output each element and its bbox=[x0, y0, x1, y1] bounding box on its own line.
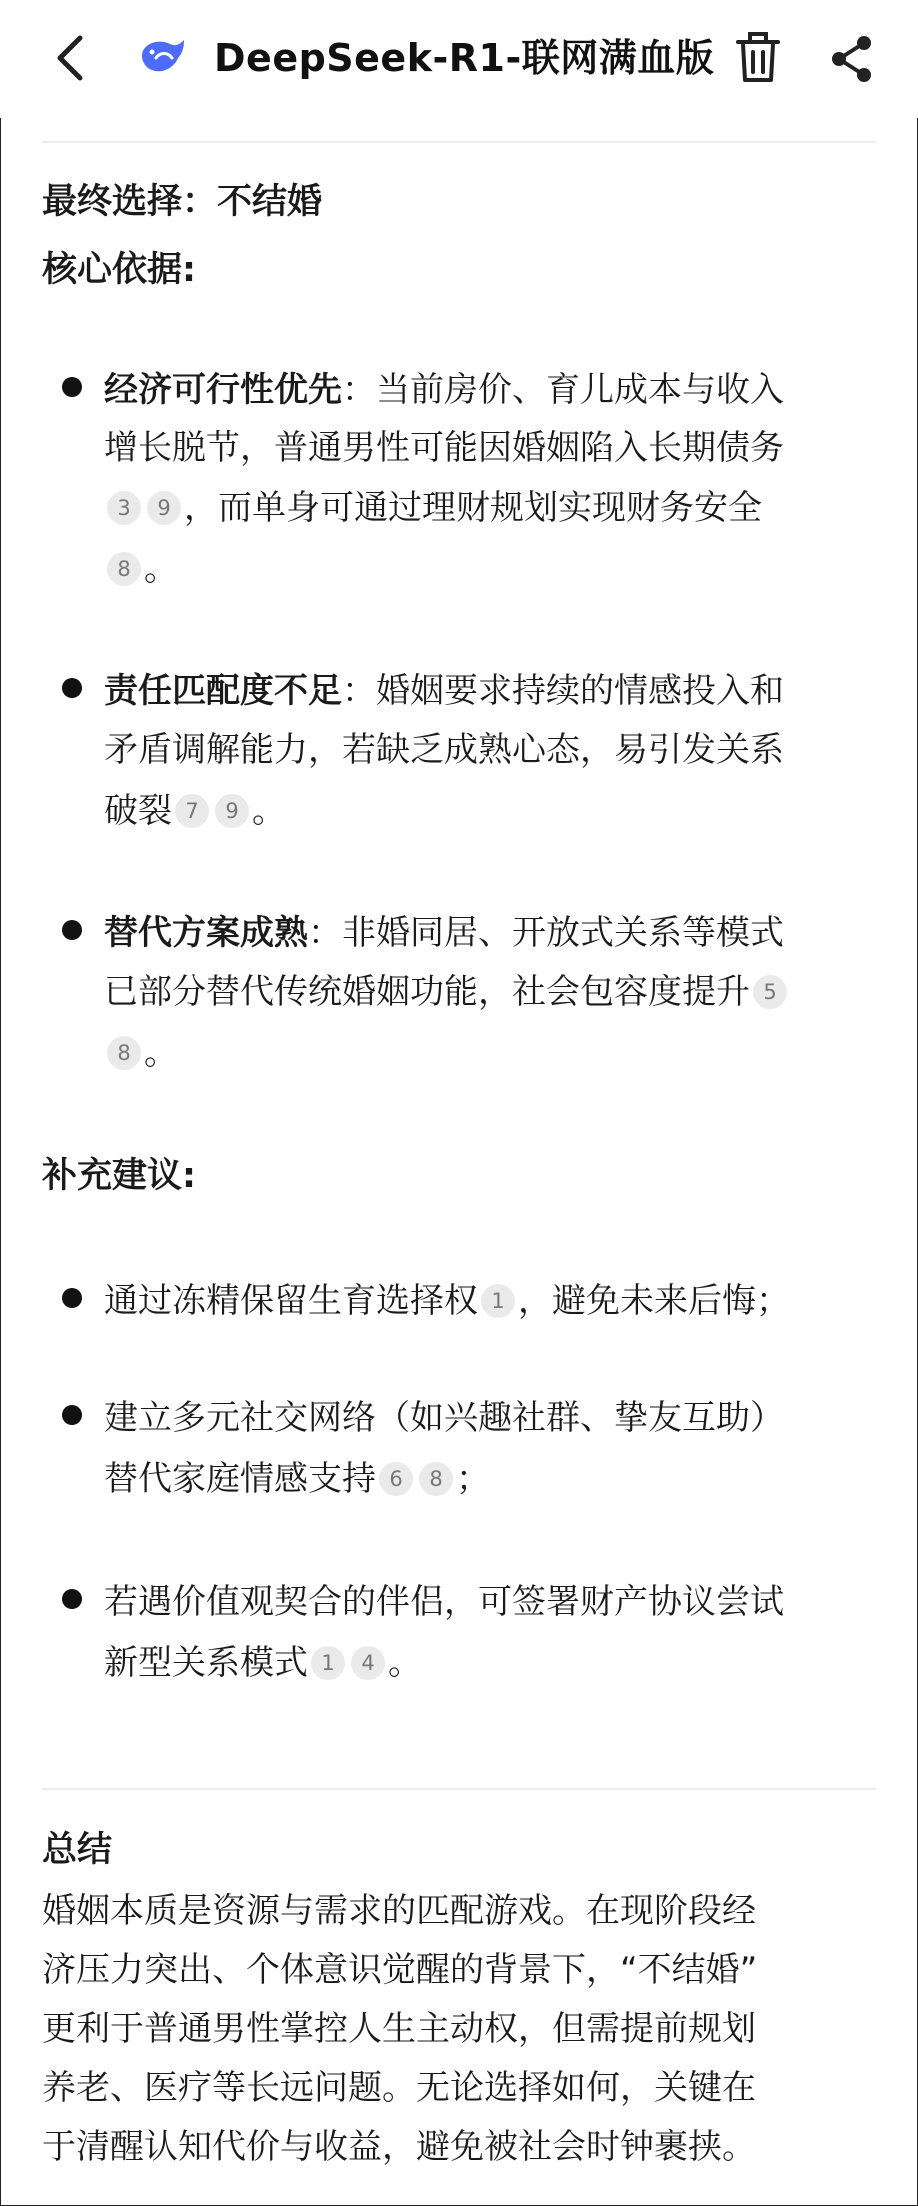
page-title: DeepSeek-R1-联网满血版 bbox=[214, 36, 715, 80]
final-choice-colon: ： bbox=[182, 182, 218, 222]
basis-heading: 核心依据: bbox=[42, 250, 196, 290]
citation-badge[interactable]: 9 bbox=[215, 794, 249, 828]
basis-item-1-line-1: 经济可行性优先：当前房价、育儿成本与收入 bbox=[104, 370, 784, 410]
basis-item-1-line-4: 8 。 bbox=[104, 541, 178, 590]
basis-item-3-line-3: 8 。 bbox=[104, 1025, 178, 1074]
share-icon bbox=[830, 34, 874, 84]
citation-badge[interactable]: 5 bbox=[753, 975, 787, 1009]
basis-item-2-line-2: 矛盾调解能力，若缺乏成熟心态，易引发关系 bbox=[104, 730, 784, 770]
suggestion-1-line-1: 通过冻精保留生育选择权 1 ，避免未来后悔； bbox=[104, 1281, 790, 1321]
chevron-left-icon bbox=[50, 30, 94, 86]
share-button[interactable] bbox=[830, 34, 874, 84]
basis-item-3-title: 替代方案成熟 bbox=[104, 913, 308, 953]
suggestion-3-line-1: 若遇价值观契合的伴侣，可签署财产协议尝试 bbox=[104, 1582, 784, 1622]
suggestion-2-line-1: 建立多元社交网络（如兴趣社群、挚友互助） bbox=[104, 1398, 784, 1438]
citation-badge[interactable]: 8 bbox=[107, 1036, 141, 1070]
summary-line-4: 养老、医疗等长远问题。无论选择如何，关键在 bbox=[42, 2068, 756, 2108]
final-choice-value: 不结婚 bbox=[217, 182, 323, 222]
citation-badge[interactable]: 4 bbox=[351, 1646, 385, 1680]
top-divider bbox=[42, 141, 876, 143]
bullet-dot bbox=[62, 1589, 82, 1609]
deepseek-whale-logo bbox=[138, 36, 188, 76]
basis-item-2-line-1: 责任匹配度不足：婚姻要求持续的情感投入和 bbox=[104, 671, 784, 711]
summary-line-5: 于清醒认知代价与收益，避免被社会时钟裹挟。 bbox=[42, 2127, 756, 2167]
bullet-dot bbox=[62, 1405, 82, 1425]
basis-item-1-line-2: 增长脱节，普通男性可能因婚姻陷入长期债务 bbox=[104, 428, 784, 468]
bullet-dot bbox=[62, 1288, 82, 1308]
basis-item-3-line-1: 替代方案成熟：非婚同居、开放式关系等模式 bbox=[104, 913, 784, 953]
summary-line-1: 婚姻本质是资源与需求的匹配游戏。在现阶段经 bbox=[42, 1891, 756, 1931]
basis-item-1-line-3: 3 9 ，而单身可通过理财规划实现财务安全 bbox=[104, 480, 762, 529]
summary-line-2: 济压力突出、个体意识觉醒的背景下，“不结婚” bbox=[42, 1950, 758, 1990]
suggestion-2-line-2: 替代家庭情感支持 6 8 ； bbox=[104, 1459, 490, 1499]
suggestion-3-line-2: 新型关系模式 1 4 。 bbox=[104, 1643, 422, 1683]
app-header bbox=[0, 0, 918, 118]
bullet-dot bbox=[62, 678, 82, 698]
delete-button[interactable] bbox=[734, 30, 782, 86]
citation-badge[interactable]: 9 bbox=[147, 491, 181, 525]
summary-heading: 总结 bbox=[42, 1830, 113, 1870]
back-button[interactable] bbox=[50, 30, 94, 86]
basis-item-1-title: 经济可行性优先 bbox=[104, 370, 342, 410]
final-choice-label: 最终选择 bbox=[42, 182, 183, 222]
trash-icon bbox=[734, 30, 782, 86]
citation-badge[interactable]: 1 bbox=[311, 1646, 345, 1680]
basis-item-3-line-2: 已部分替代传统婚姻功能，社会包容度提升 5 bbox=[104, 964, 790, 1013]
citation-badge[interactable]: 7 bbox=[175, 794, 209, 828]
citation-badge[interactable]: 3 bbox=[107, 491, 141, 525]
citation-badge[interactable]: 6 bbox=[379, 1462, 413, 1496]
citation-badge[interactable]: 8 bbox=[107, 552, 141, 586]
suggestions-heading: 补充建议: bbox=[42, 1156, 196, 1196]
basis-item-2-title: 责任匹配度不足 bbox=[104, 671, 342, 711]
bullet-dot bbox=[62, 377, 82, 397]
summary-line-3: 更利于普通男性掌控人生主动权，但需提前规划 bbox=[42, 2009, 756, 2049]
basis-item-2-line-3: 破裂 7 9 。 bbox=[104, 791, 286, 831]
final-choice bbox=[42, 174, 322, 224]
citation-badge[interactable]: 1 bbox=[481, 1284, 515, 1318]
summary-divider bbox=[42, 1788, 876, 1790]
bullet-dot bbox=[62, 920, 82, 940]
citation-badge[interactable]: 8 bbox=[419, 1462, 453, 1496]
